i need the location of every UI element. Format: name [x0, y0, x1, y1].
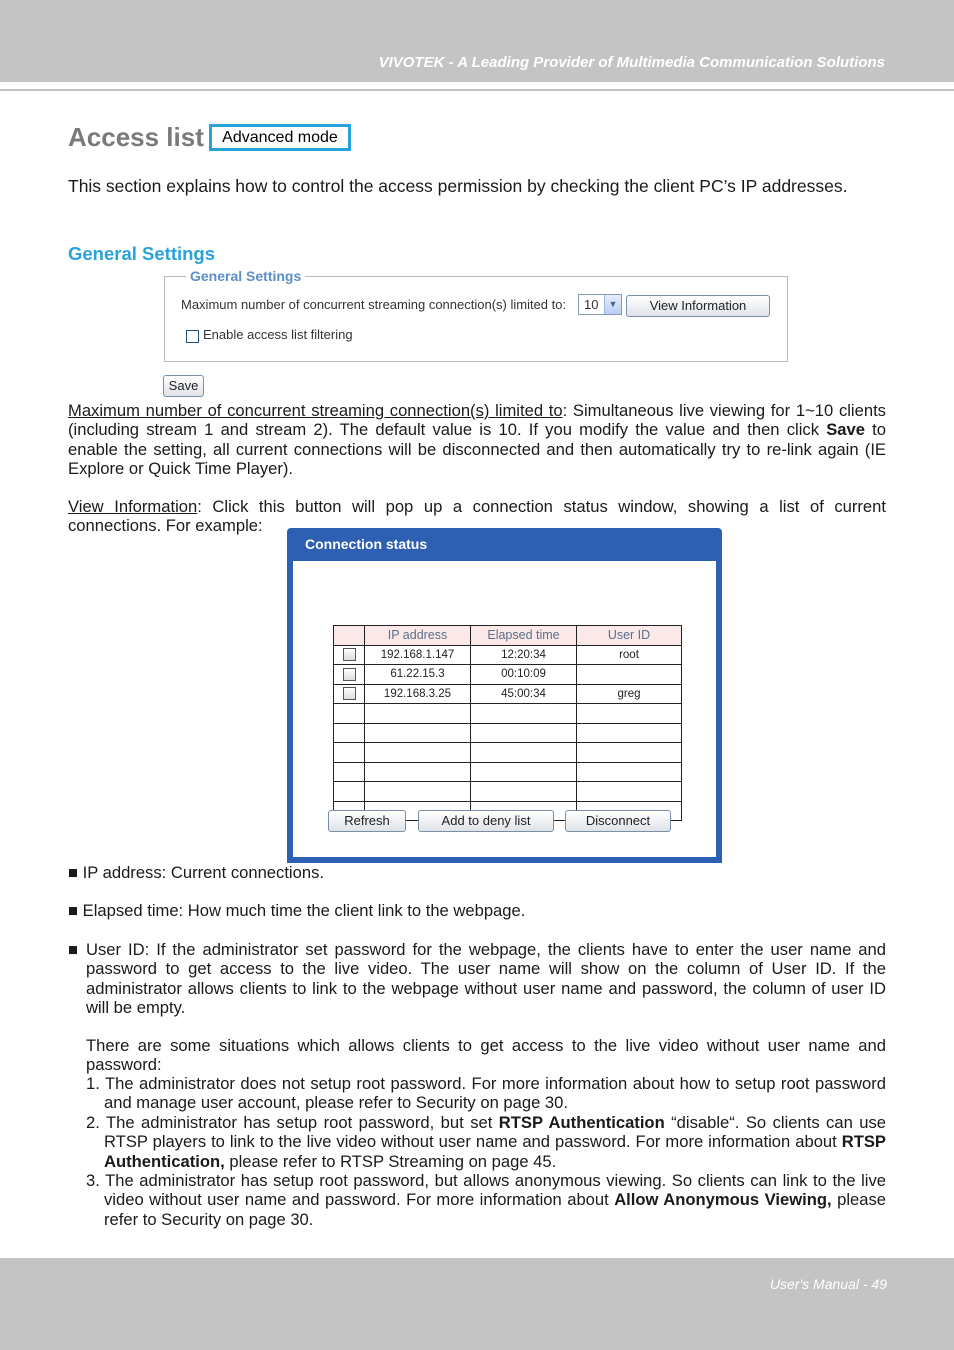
disconnect-button[interactable]: Disconnect: [565, 810, 671, 832]
row-checkbox[interactable]: [343, 648, 356, 661]
empty-row: [334, 743, 682, 763]
s2-text-a: 2. The administrator has setup root password, but set: [86, 1113, 499, 1132]
footer-page-label: User's Manual - 49: [769, 1276, 887, 1292]
bullet-marker-userid: ■: [68, 940, 79, 959]
empty-row: [334, 762, 682, 782]
view-text: : Click this button will pop up a connection status window, showing a list of current connections. For example:: [68, 497, 887, 536]
enable-access-list-label: Enable access list filtering: [203, 327, 353, 342]
view-information-term: View Information: [68, 497, 198, 516]
row-checkbox-cell: [334, 645, 365, 665]
add-to-deny-list-button[interactable]: Add to deny list: [418, 810, 554, 832]
column-header-elapsed: Elapsed time: [471, 626, 577, 646]
empty-row: [334, 704, 682, 724]
header-tagline: VIVOTEK - A Leading Provider of Multimedia Communication Solutions: [378, 54, 885, 71]
checkbox-column-header: [334, 626, 365, 646]
chevron-down-icon[interactable]: ▼: [604, 295, 621, 314]
situation-2: [86, 1113, 886, 1171]
header-rule: [0, 89, 954, 91]
table-row: [334, 684, 682, 704]
column-header-ip: IP address: [365, 626, 471, 646]
save-term: Save: [826, 420, 865, 440]
max-text-a: : Simultaneous live viewing for 1~10 clients (including stream 1 and stream 2). The default value is 10. If you modify the value and then click: [68, 401, 886, 440]
empty-row: [334, 782, 682, 802]
connection-status-title: Connection status: [305, 536, 428, 552]
row-checkbox-cell: [334, 665, 365, 685]
enable-access-list-checkbox[interactable]: [186, 330, 199, 343]
max-connections-select[interactable]: [578, 294, 622, 315]
row-checkbox[interactable]: [343, 687, 356, 700]
situation-1: 1. The administrator does not setup root password. For more information about how to setup root password and manage user account, please refer to Security on page 30.: [86, 1074, 886, 1113]
s2-rtsp-auth: RTSP Authentication: [498, 1113, 665, 1132]
cell-elapsed: 45:00:34: [471, 684, 577, 704]
cell-ip: 192.168.3.25: [365, 684, 471, 704]
s2-text-d: please refer to RTSP Streaming on page 45.: [224, 1151, 557, 1171]
column-header-userid: User ID: [577, 626, 682, 646]
row-checkbox[interactable]: [343, 668, 356, 681]
max-connections-label: Maximum number of concurrent streaming connection(s) limited to:: [181, 297, 567, 312]
max-connections-value: 10: [584, 297, 599, 312]
s3-text-a: 3. The administrator has setup root password, but allows anonymous viewing. So clients can link to the live video without user name and password. For more information about: [86, 1171, 886, 1210]
bullet-elapsed-time: ■ Elapsed time: How much time the client link to the webpage.: [68, 901, 526, 920]
footer-band: [0, 1258, 954, 1350]
cell-ip: 61.22.15.3: [365, 665, 471, 685]
row-checkbox-cell: [334, 684, 365, 704]
bullet-ip-address: ■ IP address: Current connections.: [68, 863, 324, 882]
connection-status-body: [293, 561, 716, 857]
cell-elapsed: 00:10:09: [471, 665, 577, 685]
intro-paragraph: This section explains how to control the access permission by checking the client PC’s IP addresses.: [68, 176, 848, 196]
cell-elapsed: 12:20:34: [471, 645, 577, 665]
cell-user: greg: [577, 684, 682, 704]
connection-status-window: [287, 528, 722, 863]
max-connections-description: [68, 401, 886, 479]
s3-text-c: please refer to Security on page 30.: [104, 1190, 886, 1229]
bullet-user-id: User ID: If the administrator set password for the webpage, the clients have to enter the user name and password to get access to the live video. The user name will show on the column of User ID. If the administrator allows clients to link to the webpage without user name and password, the column of user ID will be empty.: [86, 940, 886, 1018]
max-text-b: to enable the setting, all current connections will be disconnected and then automatically try to re-link again (IE Explore or Quick Time Player).: [68, 420, 886, 479]
cell-ip: 192.168.1.147: [365, 645, 471, 665]
s2-text-c: “disable“. So clients can use RTSP players to link to the live video without user name and password. For more information about: [104, 1113, 887, 1152]
advanced-mode-badge: Advanced mode: [209, 124, 351, 151]
situation-3: [86, 1171, 886, 1229]
s2-rtsp-auth-2: RTSP Authentication,: [104, 1132, 886, 1171]
save-button[interactable]: Save: [163, 375, 204, 397]
table-header-row: [334, 626, 682, 646]
table-row: [334, 665, 682, 685]
empty-row: [334, 723, 682, 743]
table-row: [334, 645, 682, 665]
cell-user: root: [577, 645, 682, 665]
connection-table: [333, 625, 682, 821]
general-settings-heading: General Settings: [68, 243, 216, 264]
view-information-button[interactable]: View Information: [626, 295, 770, 317]
max-connections-term: Maximum number of concurrent streaming connection(s) limited to: [68, 401, 563, 420]
general-settings-panel: [164, 276, 788, 362]
situations-intro: There are some situations which allows clients to get access to the live video without user name and password:: [86, 1036, 886, 1075]
general-settings-legend: General Settings: [186, 268, 305, 284]
page-title: Access list: [68, 122, 204, 152]
refresh-button[interactable]: Refresh: [328, 810, 406, 832]
s3-allow-anon: Allow Anonymous Viewing,: [614, 1190, 832, 1210]
cell-user: [577, 665, 682, 685]
